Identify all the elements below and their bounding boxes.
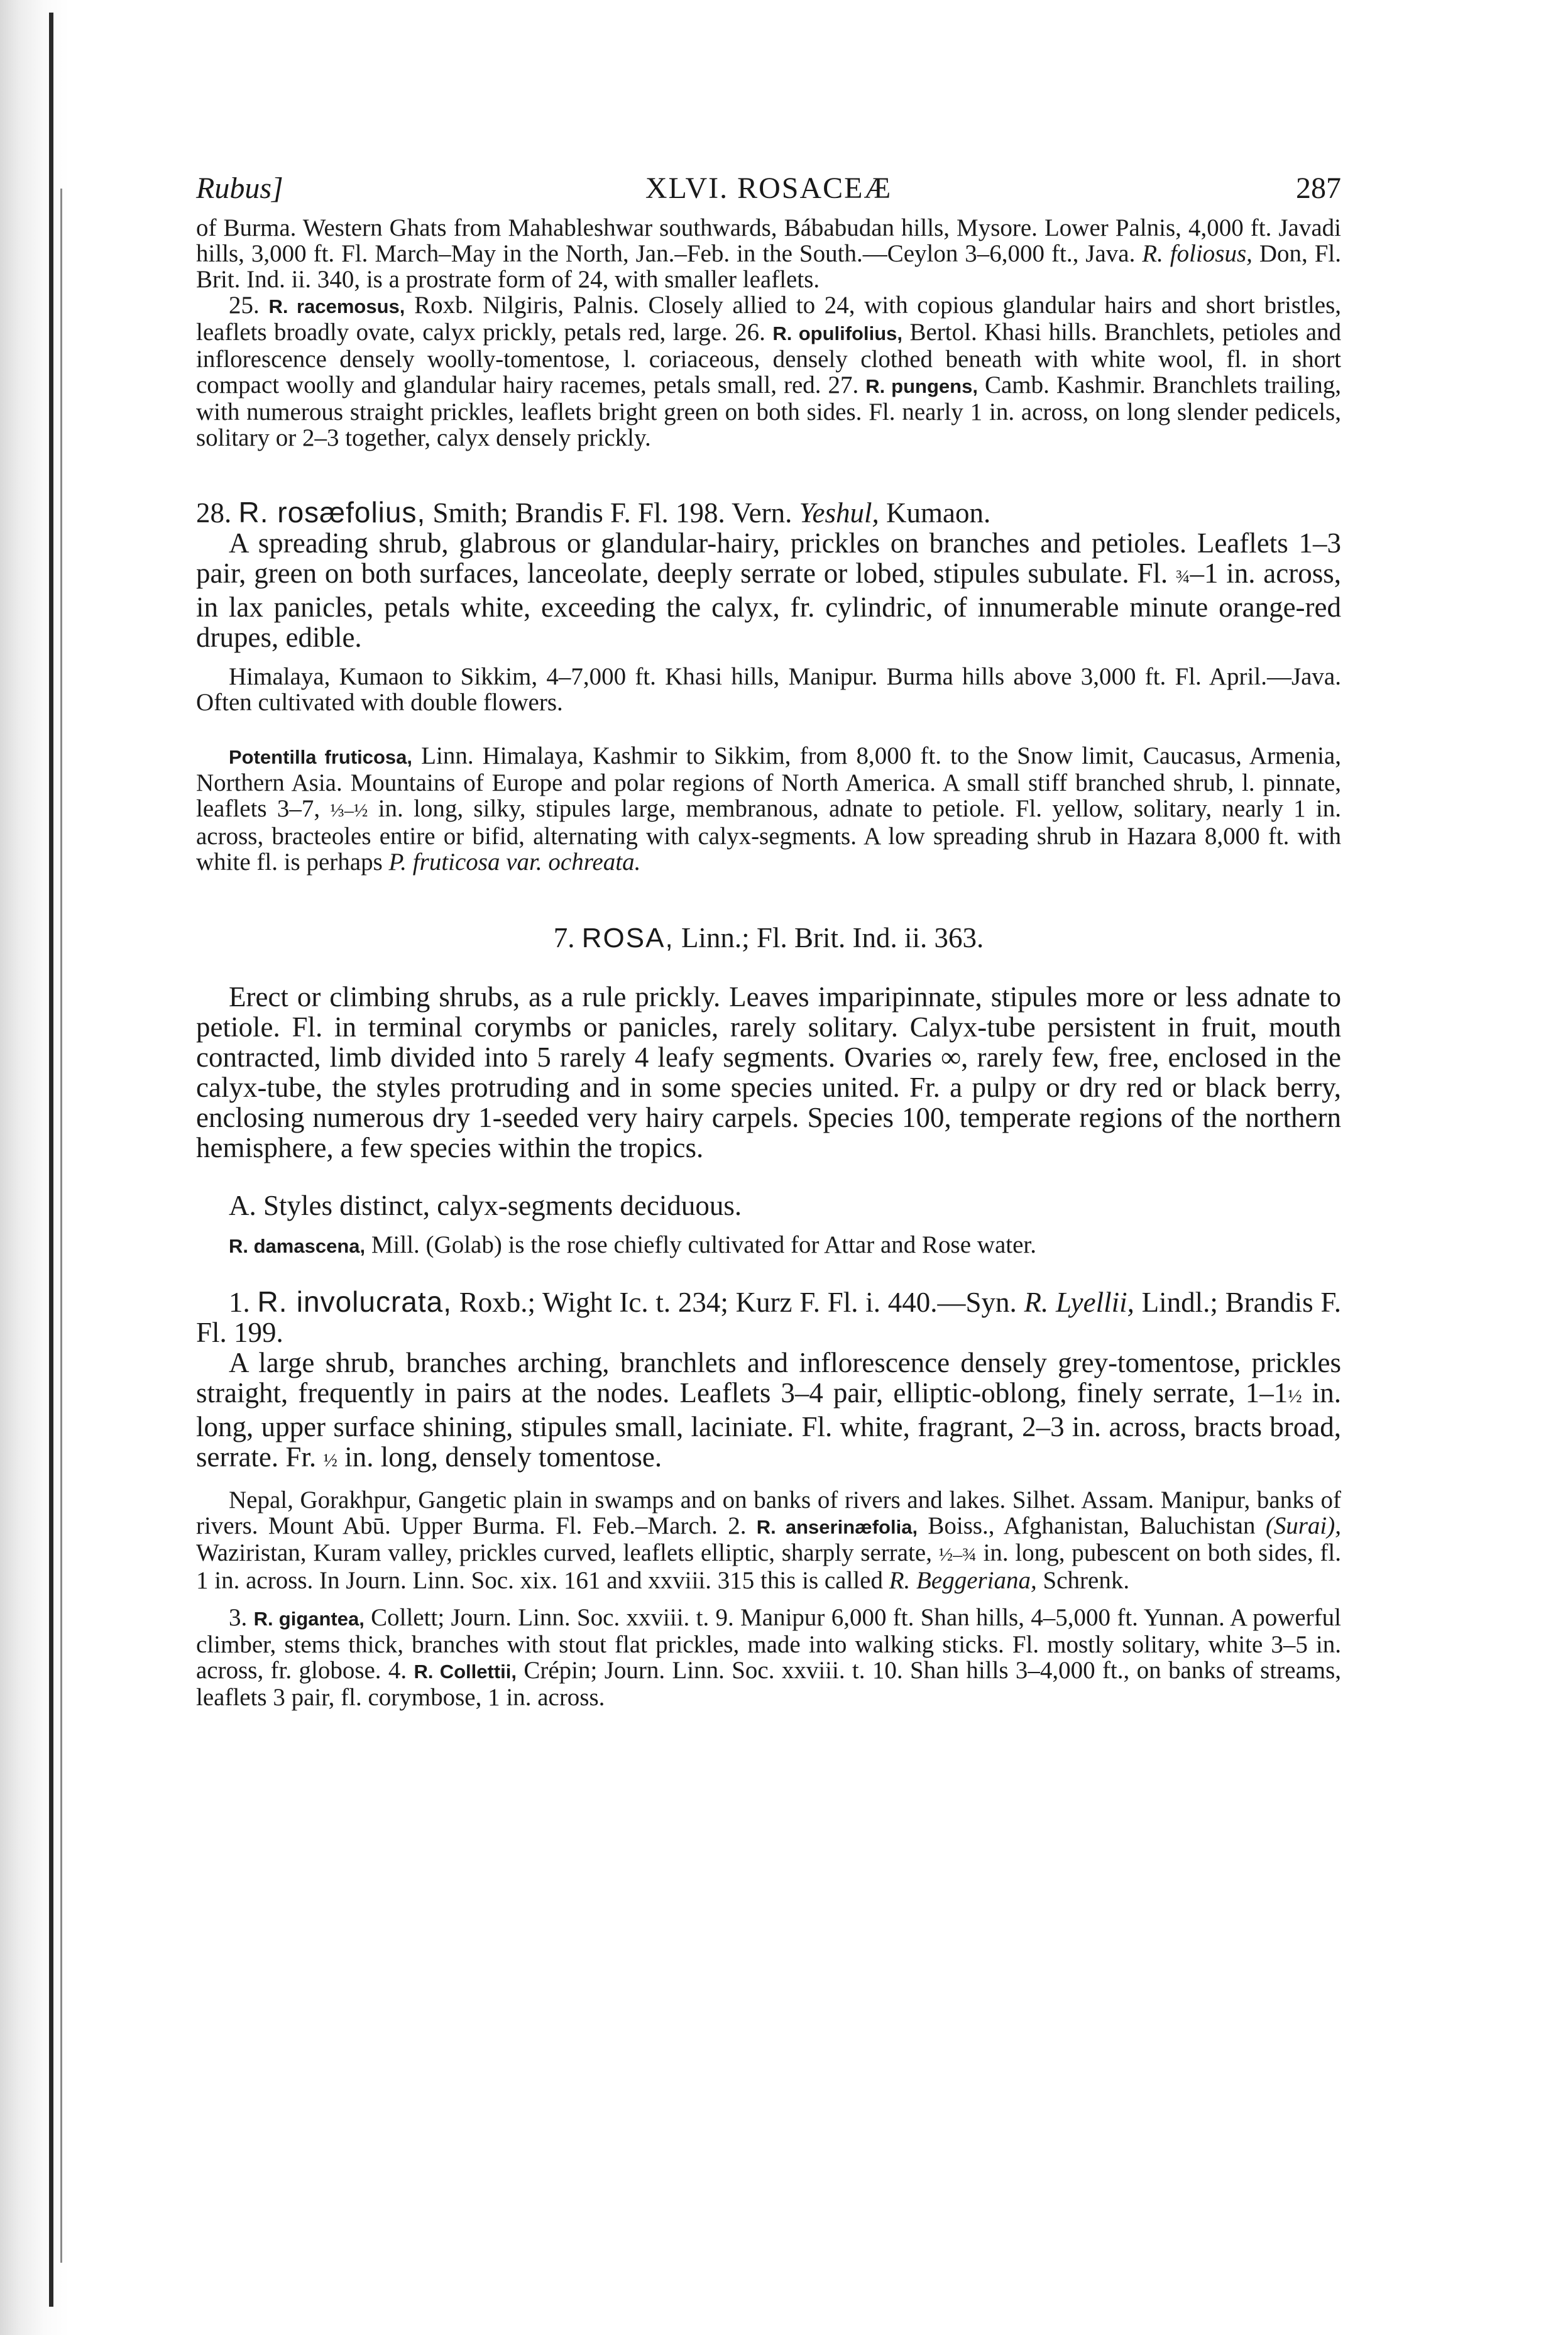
species-25-number: 25. [229, 292, 260, 319]
species-28-fraction: ¾ [1175, 566, 1190, 587]
potentilla-text-b: in. long, silky, stipules large, membranous, adnate to petiole. Fl. yellow, solitary, nearly 1 in. across, bracteoles entire or bifid, alternating with calyx-segments. A low spreading shrub in Hazara 8,000 ft. with white fl. is perhaps [196, 795, 1342, 876]
species-28-number: 28. [196, 497, 232, 529]
nepal-text-b: Boiss., Afghanistan, Baluchistan [928, 1512, 1256, 1539]
paragraph-distribution-and-anserinaefolia [196, 1487, 1341, 1593]
species-1-name: R. involucrata, [257, 1285, 452, 1318]
damascena-text: Mill. (Golab) is the rose chiefly cultivated for Attar and Rose water. [371, 1231, 1036, 1258]
genus-number: 7. [553, 922, 575, 953]
paragraph-damascena [196, 1232, 1341, 1259]
collettii-text: Crépin; Journ. Linn. Soc. xxviii. t. 10. Shan hills 3–4,000 ft., on banks of streams, leaflets 3 pair, fl. corymbose, 1 in. across. [196, 1657, 1342, 1711]
genus-rosa-description: Erect or climbing shrubs, as a rule prickly. Leaves imparipinnate, stipules more or less adnate to petiole. Fl. in terminal corymbs or panicles, rarely solitary. Calyx-tube persistent in fruit, mouth contracted, limb divided into 5 rarely 4 leafy segments. Ovaries ∞, rarely few, free, enclosed in the calyx-tube, the styles protruding and in some species united. Fr. a pulpy or dry red or black berry, enclosing numerous dry 1-seeded very hairy carpels. Species 100, temperate regions of the northern hemisphere, a few species within the tropics. [196, 981, 1341, 1163]
paragraph-species-25-27 [196, 292, 1341, 451]
species-1-synonym: R. Lyellii, [1024, 1287, 1134, 1318]
page-number: 287 [1296, 172, 1341, 205]
scanned-page-edge-shadow [0, 0, 69, 2335]
nepal-text-e: Schrenk. [1043, 1567, 1130, 1594]
nepal-text-a: Nepal, Gorakhpur, Gangetic plain in swamps and on banks of rivers and lakes. Silhet. Assam. Manipur, banks of rivers. Mount Abū. Upper Burma. Fl. Feb.–March. 2. [196, 1486, 1341, 1539]
paragraph-potentilla [196, 743, 1341, 875]
opulifolius-name: R. opulifolius, [772, 322, 903, 344]
gigantea-text: Collett; Journ. Linn. Soc. xxviii. t. 9. Manipur 6,000 ft. Shan hills, 4–5,000 ft. Yunnan. A powerful climber, stems thick, branches with stout flat prickles, made into walking sticks. Fl. mostly solitary, white 3–5 in. across, fr. globose. 4. [196, 1604, 1341, 1684]
species-28-description [196, 528, 1341, 652]
damascena-name: R. damascena, [229, 1235, 366, 1257]
potentilla-name: Potentilla fruticosa, [229, 746, 413, 768]
anserinaefolia-name: R. anserinæfolia, [756, 1516, 918, 1538]
potentilla-text-a: Linn. Himalaya, Kashmir to Sikkim, from 8,000 ft. to the Snow limit, Caucasus, Armenia, Northern Asia. Mountains of Europe and polar regions of North America. A small stiff branched shrub, l. pinnate, leaflets 3–7, [196, 742, 1341, 822]
paragraph-rubus-continuation [196, 215, 1341, 292]
racemosus-text: Roxb. Nilgiris, Palnis. Closely allied to 24, with copious glandular hairs and short bristles, leaflets broadly ovate, calyx prickly, petals red, large. 26. [196, 292, 1342, 346]
foliosus-text: Don, Fl. Brit. Ind. ii. 340, is a prostrate form of 24, with smaller leaflets. [196, 240, 1342, 293]
binding-edge-line-faint [60, 189, 62, 2263]
species-28-citation: Smith; Brandis F. Fl. 198. Vern. [432, 497, 792, 529]
anserinaefolia-fraction: ½–¾ [938, 1544, 977, 1565]
nepal-text-c: Waziristan, Kuram valley, prickles curved, leaflets elliptic, sharply serrate, [196, 1539, 932, 1566]
nepal-text-d: in. long, pubescent on both sides, fl. 1 in. across. In Journ. Linn. Soc. xix. 161 and xxviii. 315 this is called [196, 1539, 1341, 1594]
binding-edge-line [49, 13, 53, 2307]
species-1-number: 1. [229, 1287, 250, 1318]
foliosus-name: R. foliosus, [1142, 240, 1253, 267]
species-28-distribution: Himalaya, Kumaon to Sikkim, 4–7,000 ft. Khasi hills, Manipur. Burma hills above 3,000 ft. Fl. April.—Java. Often cultivated with double flowers. [196, 663, 1341, 716]
gigantea-name: R. gigantea, [253, 1608, 365, 1630]
potentilla-fraction: ⅓–½ [330, 800, 368, 821]
racemosus-name: R. racemosus, [268, 295, 405, 317]
header-genus: Rubus] [196, 172, 283, 205]
opulifolius-text: Bertol. Khasi hills. Branchlets, petioles and inflorescence densely woolly-tomentose, l. coriaceous, densely clothed beneath with white wool, fl. in short compact woolly and glandular hairy racemes, petals small, red. 27. [196, 319, 1342, 398]
species-1-citation: Roxb.; Wight Ic. t. 234; Kurz F. Fl. i. 440.—Syn. [459, 1287, 1017, 1318]
pungens-text: Camb. Kashmir. Branchlets trailing, with numerous straight prickles, leaflets bright green on both sides. Fl. nearly 1 in. across, on long slender pedicels, solitary or 2–3 together, calyx densely prickly. [196, 371, 1341, 451]
species-1-fraction-2: ½ [323, 1450, 337, 1471]
header-family: XLVI. ROSACEÆ [645, 172, 892, 205]
potentilla-variety: P. fruticosa var. ochreata. [388, 849, 641, 876]
species-1-synonym-citation: Lindl.; Brandis F. Fl. 199. [196, 1287, 1342, 1348]
genus-citation: Linn.; Fl. Brit. Ind. ii. 363. [681, 922, 984, 953]
species-1-heading [196, 1287, 1341, 1348]
genus-name: ROSA, [581, 923, 674, 953]
species-28-desc-b: –1 in. across, in lax panicles, petals white, exceeding the calyx, fr. cylindric, of innumerable minute orange-red drupes, edible. [196, 558, 1341, 653]
section-a-heading: A. Styles distinct, calyx-segments deciduous. [229, 1190, 742, 1221]
species-28-name: R. rosæfolius, [238, 496, 426, 529]
continuation-text: of Burma. Western Ghats from Mahableshwar southwards, Bábabudan hills, Mysore. Lower Palnis, 4,000 ft. Javadi hills, 3,000 ft. Fl. March–May in the North, Jan.–Feb. in the South.—Ceylon 3–6,000 ft., Java. [196, 214, 1341, 267]
collettii-name: R. Collettii, [414, 1661, 517, 1683]
gigantea-number: 3. [229, 1604, 248, 1631]
genus-rosa-heading [196, 921, 1341, 954]
species-1-desc-a: A large shrub, branches arching, branchlets and inflorescence densely grey-tomentose, prickles straight, frequently in pairs at the nodes. Leaflets 3–4 pair, elliptic-oblong, finely serrate, 1–1 [196, 1347, 1341, 1409]
surai-vernacular: (Surai), [1265, 1512, 1341, 1539]
pungens-name: R. pungens, [865, 375, 978, 397]
species-28-vernacular: Yeshul, [799, 497, 879, 529]
species-28-place: Kumaon. [886, 497, 991, 529]
page-content [196, 165, 1341, 1710]
running-header [196, 165, 1341, 215]
species-1-desc-c: in. long, densely tomentose. [344, 1441, 662, 1473]
species-28-desc-a: A spreading shrub, glabrous or glandular-hairy, prickles on branches and petioles. Leaflets 1–3 pair, green on both surfaces, lanceolate, deeply serrate or lobed, stipules subulate. Fl. [196, 527, 1341, 589]
species-28-heading [196, 497, 1341, 528]
paragraph-gigantea-collettii [196, 1605, 1341, 1710]
beggeriana-name: R. Beggeriana, [889, 1567, 1037, 1594]
species-1-fraction-1: ½ [1288, 1386, 1302, 1407]
species-1-description [196, 1348, 1341, 1476]
species-1-desc-b: in. long, upper surface shining, stipules small, laciniate. Fl. white, fragrant, 2–3 in. across, bracts broad, serrate. Fr. [196, 1377, 1342, 1473]
